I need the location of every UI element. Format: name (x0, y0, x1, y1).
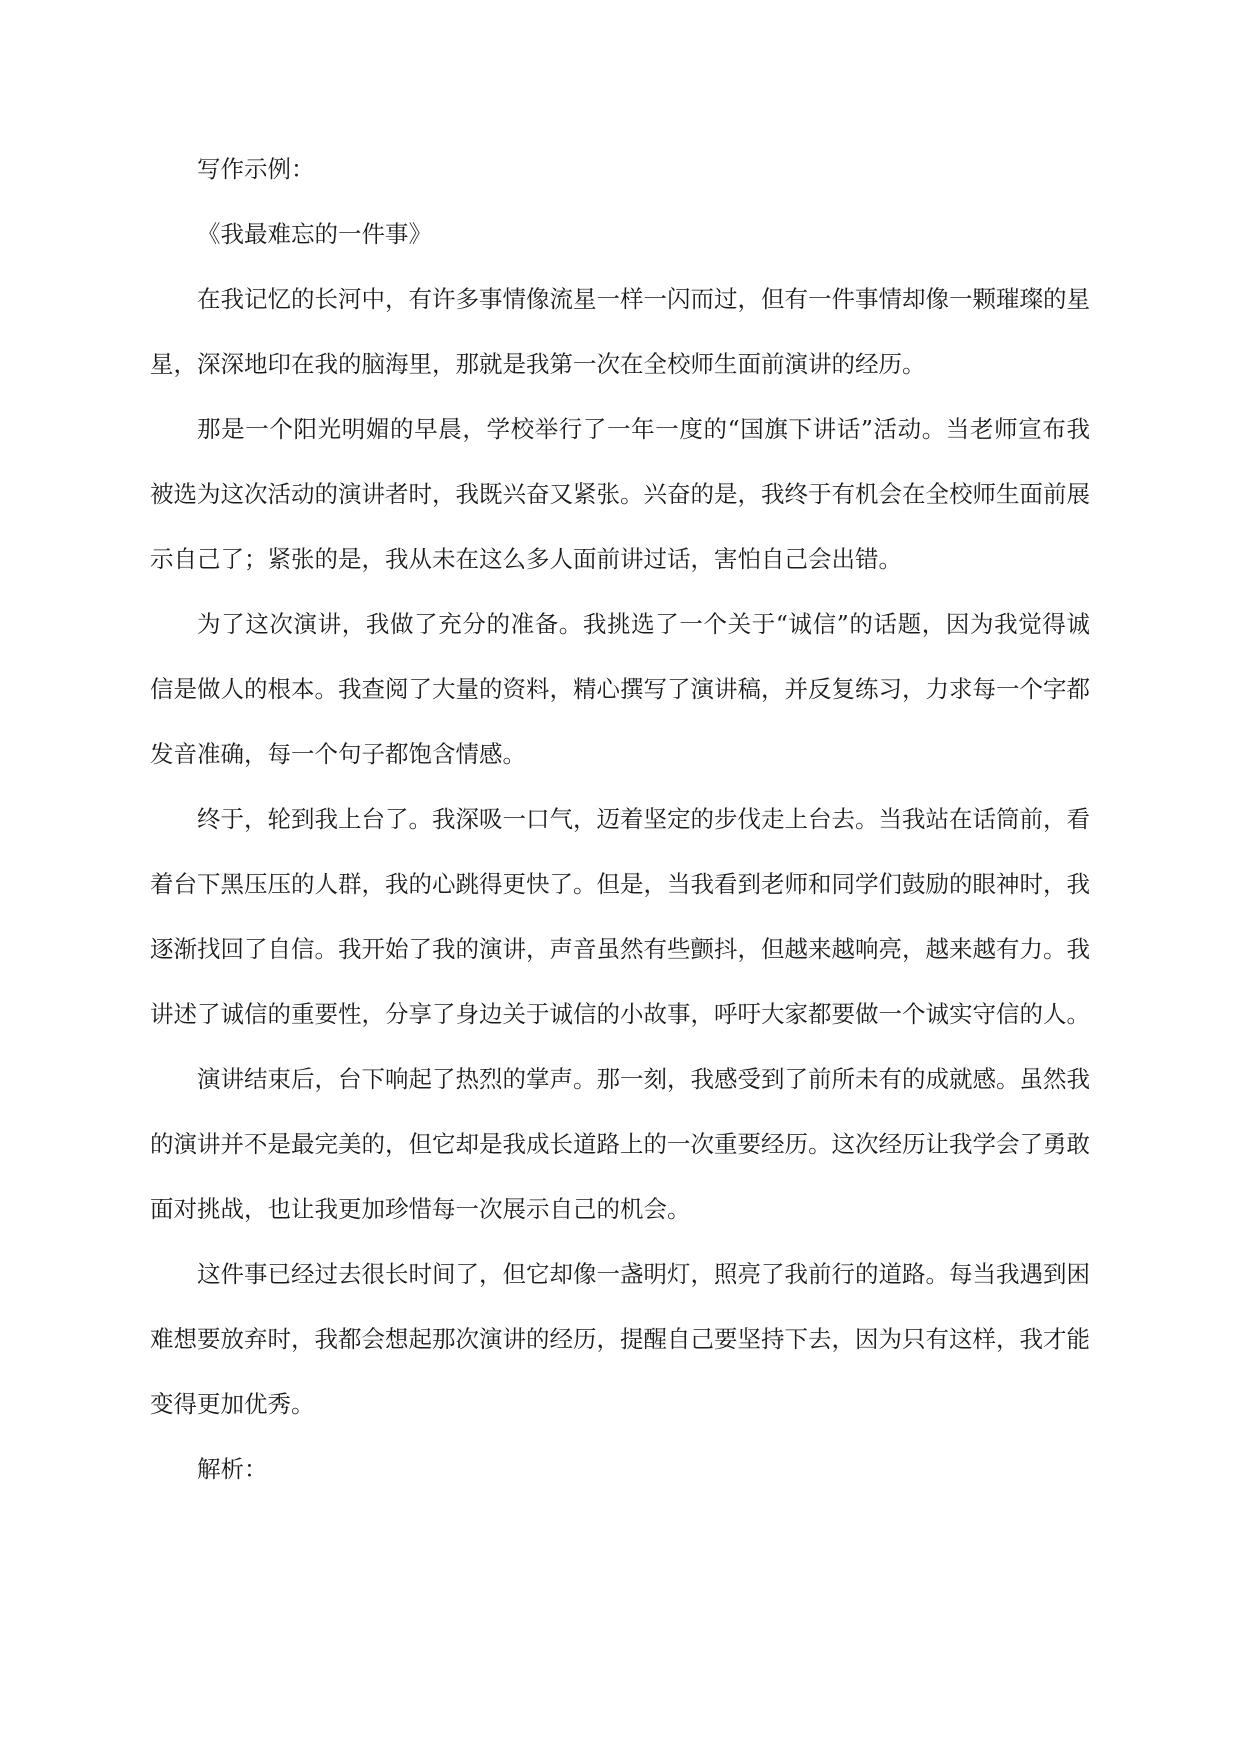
heading-analysis: 解析： (197, 1455, 268, 1483)
essay-title: 《我最难忘的一件事》 (197, 220, 432, 248)
paragraph: 终于，轮到我上台了。我深吸一口气，迈着坚定的步伐走上台去。当我站在话筒前，看着台下黑压压的人群，我的心跳得更快了。但是，当我看到老师和同学们鼓励的眼神时，我逐渐找回了自信。我开始了我的演讲，声音虽然有些颤抖，但越来越响亮，越来越有力。我讲述了诚信的重要性，分享了身边关于诚信的小故事，呼吁大家都要做一个诚实守信的人。 (150, 805, 1090, 1028)
paragraph: 在我记忆的长河中，有许多事情像流星一样一闪而过，但有一件事情却像一颗璀璨的星星，深深地印在我的脑海里，那就是我第一次在全校师生面前演讲的经历。 (150, 285, 1090, 378)
paragraph: 演讲结束后，台下响起了热烈的掌声。那一刻，我感受到了前所未有的成就感。虽然我的演讲并不是最完美的，但它却是我成长道路上的一次重要经历。这次经历让我学会了勇敢面对挑战，也让我更加珍惜每一次展示自己的机会。 (150, 1065, 1090, 1223)
paragraph: 这件事已经过去很长时间了，但它却像一盏明灯，照亮了我前行的道路。每当我遇到困难想要放弃时，我都会想起那次演讲的经历，提醒自己要坚持下去，因为只有这样，我才能变得更加优秀。 (150, 1260, 1090, 1418)
document-body (150, 137, 1090, 1502)
paragraph: 为了这次演讲，我做了充分的准备。我挑选了一个关于“诚信”的话题，因为我觉得诚信是做人的根本。我查阅了大量的资料，精心撰写了演讲稿，并反复练习，力求每一个字都发音准确，每一个句子都饱含情感。 (150, 610, 1090, 768)
heading-writing-example: 写作示例： (197, 155, 315, 183)
paragraph: 那是一个阳光明媚的早晨，学校举行了一年一度的“国旗下讲话”活动。当老师宣布我被选为这次活动的演讲者时，我既兴奋又紧张。兴奋的是，我终于有机会在全校师生面前展示自己了；紧张的是，我从未在这么多人面前讲过话，害怕自己会出错。 (150, 415, 1090, 573)
